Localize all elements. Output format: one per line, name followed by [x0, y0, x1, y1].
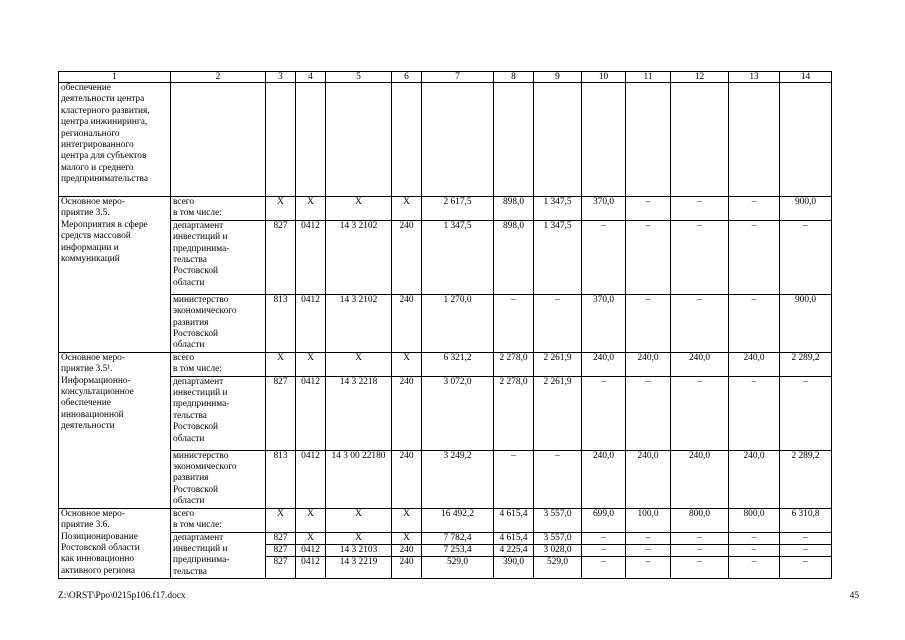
value-cell: 14 3 2218 [326, 376, 392, 450]
value-cell: – [494, 294, 534, 352]
value-cell: – [780, 532, 832, 544]
header-row [59, 72, 832, 83]
header-cell: 7 [422, 72, 494, 83]
value-cell: Х [392, 532, 422, 544]
value-cell: 240,0 [626, 352, 671, 376]
value-cell: 240 [392, 220, 422, 294]
value-cell: – [582, 220, 626, 294]
value-cell: 0412 [296, 544, 326, 556]
executor-cell: департамент инвестиций и предпринима- тельства Ростовской области [171, 376, 266, 450]
value-cell: 370,0 [582, 197, 626, 221]
footer-file-path: Z:\ORST\Ppo\0215p106.f17.docx [58, 591, 186, 601]
value-cell: – [626, 294, 671, 352]
value-cell: 1 347,5 [534, 220, 582, 294]
value-cell: 3 028,0 [534, 544, 582, 556]
header-cell: 5 [326, 72, 392, 83]
value-cell: – [729, 376, 780, 450]
value-cell: – [626, 197, 671, 221]
value-cell: – [582, 544, 626, 556]
value-cell: 3 072,0 [422, 376, 494, 450]
table-row [59, 197, 832, 221]
value-cell: 800,0 [729, 508, 780, 532]
header-cell: 2 [171, 72, 266, 83]
value-cell: 4 615,4 [494, 508, 534, 532]
value-cell: 6 321,2 [422, 352, 494, 376]
value-cell: 2 289,2 [780, 352, 832, 376]
empty-cell [671, 83, 729, 197]
budget-table [58, 71, 832, 579]
empty-cell [171, 83, 266, 197]
value-cell: 240,0 [626, 450, 671, 508]
empty-cell [582, 83, 626, 197]
value-cell: 813 [266, 450, 296, 508]
executor-cell: министерство экономического развития Ростовской области [171, 450, 266, 508]
value-cell: 4 225,4 [494, 544, 534, 556]
header-cell: 10 [582, 72, 626, 83]
value-cell: Х [326, 508, 392, 532]
header-cell: 3 [266, 72, 296, 83]
value-cell: 14 3 2102 [326, 294, 392, 352]
empty-cell [326, 83, 392, 197]
value-cell: 2 278,0 [494, 376, 534, 450]
value-cell: 0412 [296, 220, 326, 294]
value-cell: 900,0 [780, 197, 832, 221]
value-cell: Х [266, 352, 296, 376]
header-cell: 6 [392, 72, 422, 83]
value-cell: 240 [392, 544, 422, 556]
table-row [59, 450, 832, 508]
value-cell: Х [326, 352, 392, 376]
value-cell: 2 261,9 [534, 352, 582, 376]
header-cell: 12 [671, 72, 729, 83]
value-cell: 100,0 [626, 508, 671, 532]
value-cell: 3 557,0 [534, 532, 582, 544]
activity-title-cell: Основное меро- приятие 3.5¹. Информационно- консультационное обеспечение инновационной деятельности [59, 352, 171, 508]
value-cell: 900,0 [780, 294, 832, 352]
value-cell: 2 289,2 [780, 450, 832, 508]
value-cell: – [671, 532, 729, 544]
value-cell: 827 [266, 557, 296, 579]
executor-cell: всего в том числе: [171, 508, 266, 532]
value-cell: – [671, 220, 729, 294]
header-cell: 9 [534, 72, 582, 83]
executor-cell: департамент инвестиций и предпринима- тельства [171, 532, 266, 579]
value-cell: 240,0 [582, 450, 626, 508]
value-cell: 2 261,9 [534, 376, 582, 450]
value-cell: – [626, 220, 671, 294]
value-cell: 529,0 [422, 557, 494, 579]
header-cell: 11 [626, 72, 671, 83]
value-cell: 240 [392, 376, 422, 450]
value-cell: 3 249,2 [422, 450, 494, 508]
empty-cell [729, 83, 780, 197]
page-number: 45 [849, 591, 859, 601]
value-cell: 529,0 [534, 557, 582, 579]
value-cell: – [729, 557, 780, 579]
header-cell: 14 [780, 72, 832, 83]
value-cell: – [494, 450, 534, 508]
activity-title-cell: Основное меро- приятие 3.6. Позиционирование Ростовской области как инновационно активного региона [59, 508, 171, 579]
executor-cell: всего в том числе: [171, 352, 266, 376]
value-cell: 14 3 2102 [326, 220, 392, 294]
value-cell: 240,0 [582, 352, 626, 376]
value-cell: 2 278,0 [494, 352, 534, 376]
empty-cell [534, 83, 582, 197]
value-cell: 0412 [296, 294, 326, 352]
value-cell: Х [296, 352, 326, 376]
value-cell: 800,0 [671, 508, 729, 532]
empty-cell [422, 83, 494, 197]
header-cell: 13 [729, 72, 780, 83]
header-cell: 8 [494, 72, 534, 83]
value-cell: 827 [266, 544, 296, 556]
value-cell: 4 615,4 [494, 532, 534, 544]
value-cell: 240,0 [671, 352, 729, 376]
value-cell: 813 [266, 294, 296, 352]
value-cell: – [780, 544, 832, 556]
value-cell: 1 347,5 [534, 197, 582, 221]
header-cell: 4 [296, 72, 326, 83]
table-row [59, 294, 832, 352]
value-cell: 240,0 [671, 450, 729, 508]
value-cell: Х [296, 532, 326, 544]
value-cell: – [671, 197, 729, 221]
value-cell: – [671, 544, 729, 556]
empty-cell [780, 83, 832, 197]
value-cell: 898,0 [494, 220, 534, 294]
value-cell: – [729, 220, 780, 294]
value-cell: 370,0 [582, 294, 626, 352]
value-cell: – [582, 532, 626, 544]
activity-cell: обеспечение деятельности центра кластерного развития, центра инжиниринга, регионального интегрированного центра для субъектов малого и среднего предпринимательства [59, 83, 171, 197]
value-cell: 827 [266, 532, 296, 544]
value-cell: Х [392, 197, 422, 221]
header-cell: 1 [59, 72, 171, 83]
value-cell: 240,0 [729, 450, 780, 508]
value-cell: – [671, 294, 729, 352]
value-cell: Х [296, 197, 326, 221]
value-cell: 898,0 [494, 197, 534, 221]
value-cell: – [582, 557, 626, 579]
value-cell: 240 [392, 557, 422, 579]
value-cell: – [582, 376, 626, 450]
executor-cell: министерство экономического развития Ростовской области [171, 294, 266, 352]
value-cell: 14 3 2103 [326, 544, 392, 556]
value-cell: 16 492,2 [422, 508, 494, 532]
value-cell: Х [392, 352, 422, 376]
value-cell: – [729, 197, 780, 221]
value-cell: 6 310,8 [780, 508, 832, 532]
value-cell: 1 347,5 [422, 220, 494, 294]
empty-cell [626, 83, 671, 197]
value-cell: 240,0 [729, 352, 780, 376]
value-cell: 14 3 00 22180 [326, 450, 392, 508]
value-cell: – [626, 376, 671, 450]
value-cell: – [671, 557, 729, 579]
value-cell: 7 253,4 [422, 544, 494, 556]
value-cell: 827 [266, 376, 296, 450]
empty-cell [494, 83, 534, 197]
table-row [59, 376, 832, 450]
value-cell: – [729, 544, 780, 556]
value-cell: 390,0 [494, 557, 534, 579]
value-cell: 7 782,4 [422, 532, 494, 544]
value-cell: 14 3 2219 [326, 557, 392, 579]
empty-cell [392, 83, 422, 197]
value-cell: Х [326, 197, 392, 221]
value-cell: – [626, 544, 671, 556]
value-cell: 3 557,0 [534, 508, 582, 532]
value-cell: 699,0 [582, 508, 626, 532]
value-cell: 1 270,0 [422, 294, 494, 352]
value-cell: Х [266, 197, 296, 221]
value-cell: 240 [392, 450, 422, 508]
table-row [59, 83, 832, 197]
value-cell: – [729, 294, 780, 352]
value-cell: – [626, 557, 671, 579]
value-cell: – [780, 376, 832, 450]
value-cell: Х [326, 532, 392, 544]
value-cell: – [534, 294, 582, 352]
value-cell: Х [296, 508, 326, 532]
table-row [59, 352, 832, 376]
executor-cell: всего в том числе: [171, 197, 266, 221]
empty-cell [296, 83, 326, 197]
value-cell: 240 [392, 294, 422, 352]
value-cell: – [780, 557, 832, 579]
value-cell: 2 617,5 [422, 197, 494, 221]
value-cell: – [534, 450, 582, 508]
value-cell: 0412 [296, 376, 326, 450]
value-cell: – [671, 376, 729, 450]
value-cell: Х [392, 508, 422, 532]
value-cell: 827 [266, 220, 296, 294]
executor-cell: департамент инвестиций и предпринима- тельства Ростовской области [171, 220, 266, 294]
value-cell: – [780, 220, 832, 294]
empty-cell [266, 83, 296, 197]
value-cell: – [729, 532, 780, 544]
table-row [59, 220, 832, 294]
value-cell: – [626, 532, 671, 544]
activity-title-cell: Основное меро- приятие 3.5. Мероприятия в сфере средств массовой информации и коммуникаций [59, 197, 171, 353]
value-cell: 0412 [296, 450, 326, 508]
table-row [59, 508, 832, 532]
table-row [59, 532, 832, 544]
value-cell: 0412 [296, 557, 326, 579]
value-cell: Х [266, 508, 296, 532]
